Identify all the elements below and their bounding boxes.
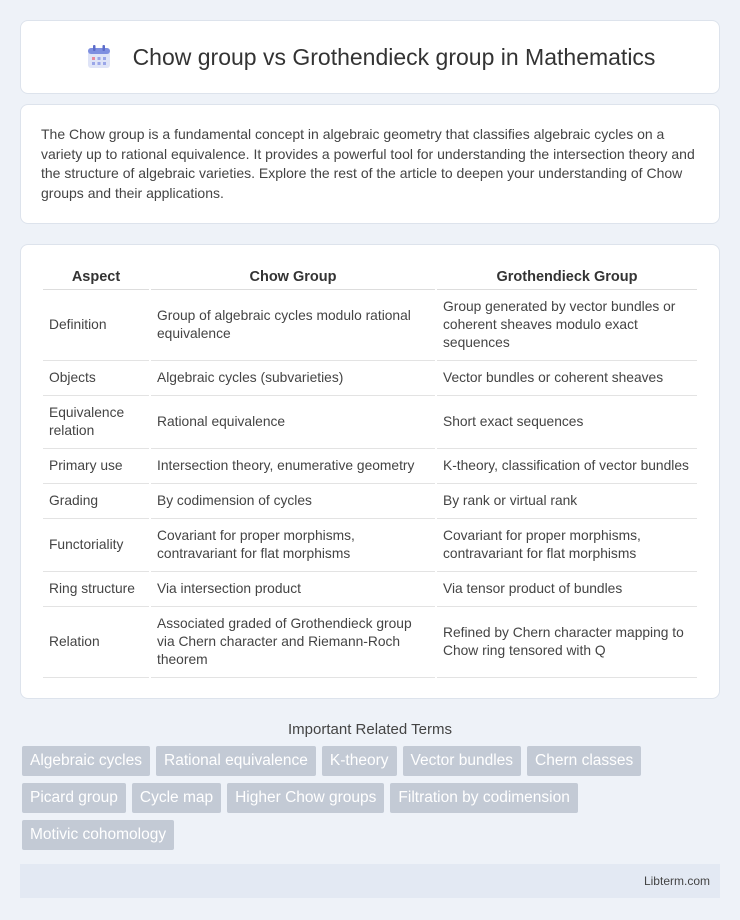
cell-chow: By codimension of cycles — [151, 484, 435, 519]
intro-text: The Chow group is a fundamental concept in algebraic geometry that classifies algebraic cycles on a variety up to rational equivalence. It provides a powerful tool for understanding the intersection theory and the structure of algebraic varieties. Explore the rest of the article to deepen your understanding of Chow groups and their applications. — [41, 126, 695, 201]
tag-higher-chow-groups[interactable]: Higher Chow groups — [227, 783, 384, 813]
page-title: Chow group vs Grothendieck group in Mathematics — [132, 43, 656, 70]
table-row — [43, 290, 697, 361]
cell-aspect: Definition — [43, 290, 149, 361]
tag-rational-equivalence[interactable]: Rational equivalence — [156, 746, 316, 776]
table-header-row — [43, 263, 697, 290]
related-terms-tags — [0, 746, 740, 857]
footer-site-link[interactable]: Libterm.com — [643, 874, 710, 888]
cell-chow: Intersection theory, enumerative geometry — [151, 449, 435, 484]
cell-grothendieck: By rank or virtual rank — [437, 484, 697, 519]
header-aspect: Aspect — [43, 263, 149, 290]
cell-chow: Via intersection product — [151, 572, 435, 607]
cell-grothendieck: Covariant for proper morphisms, contravariant for flat morphisms — [437, 519, 697, 572]
cell-grothendieck: K-theory, classification of vector bundles — [437, 449, 697, 484]
cell-chow: Group of algebraic cycles modulo rational equivalence — [151, 290, 435, 361]
header-grothendieck-group: Grothendieck Group — [437, 263, 697, 290]
table-row — [43, 449, 697, 484]
cell-aspect: Primary use — [43, 449, 149, 484]
table-row — [43, 361, 697, 396]
cell-aspect: Relation — [43, 607, 149, 678]
table-row — [43, 607, 697, 678]
table-row — [43, 484, 697, 519]
cell-aspect: Ring structure — [43, 572, 149, 607]
cell-aspect: Objects — [43, 361, 149, 396]
cell-grothendieck: Short exact sequences — [437, 396, 697, 449]
cell-grothendieck: Vector bundles or coherent sheaves — [437, 361, 697, 396]
cell-chow: Algebraic cycles (subvarieties) — [151, 361, 435, 396]
cell-grothendieck: Refined by Chern character mapping to Chow ring tensored with Q — [437, 607, 697, 678]
comparison-table — [41, 263, 699, 678]
tag-filtration-by-codimension[interactable]: Filtration by codimension — [390, 783, 577, 813]
cell-grothendieck: Via tensor product of bundles — [437, 572, 697, 607]
table-row — [43, 572, 697, 607]
tag-chern-classes[interactable]: Chern classes — [527, 746, 641, 776]
comparison-table-card — [20, 244, 720, 699]
cell-chow: Rational equivalence — [151, 396, 435, 449]
table-row — [43, 396, 697, 449]
cell-chow: Covariant for proper morphisms, contravariant for flat morphisms — [151, 519, 435, 572]
tag-cycle-map[interactable]: Cycle map — [132, 783, 221, 813]
cell-aspect: Functoriality — [43, 519, 149, 572]
footer — [20, 864, 720, 898]
tag-motivic-cohomology[interactable]: Motivic cohomology — [22, 820, 174, 850]
cell-aspect: Grading — [43, 484, 149, 519]
intro-card — [20, 104, 720, 224]
tag-picard-group[interactable]: Picard group — [22, 783, 126, 813]
tag-vector-bundles[interactable]: Vector bundles — [403, 746, 522, 776]
cell-aspect: Equivalence relation — [43, 396, 149, 449]
tag-k-theory[interactable]: K-theory — [322, 746, 397, 776]
tag-algebraic-cycles[interactable]: Algebraic cycles — [22, 746, 150, 776]
header-card — [20, 20, 720, 94]
cell-chow: Associated graded of Grothendieck group via Chern character and Riemann-Roch theorem — [151, 607, 435, 678]
table-row — [43, 519, 697, 572]
cell-grothendieck: Group generated by vector bundles or coherent sheaves modulo exact sequences — [437, 290, 697, 361]
calendar-icon — [85, 43, 113, 71]
header-chow-group: Chow Group — [151, 263, 435, 290]
related-terms-title: Important Related Terms — [288, 721, 452, 738]
